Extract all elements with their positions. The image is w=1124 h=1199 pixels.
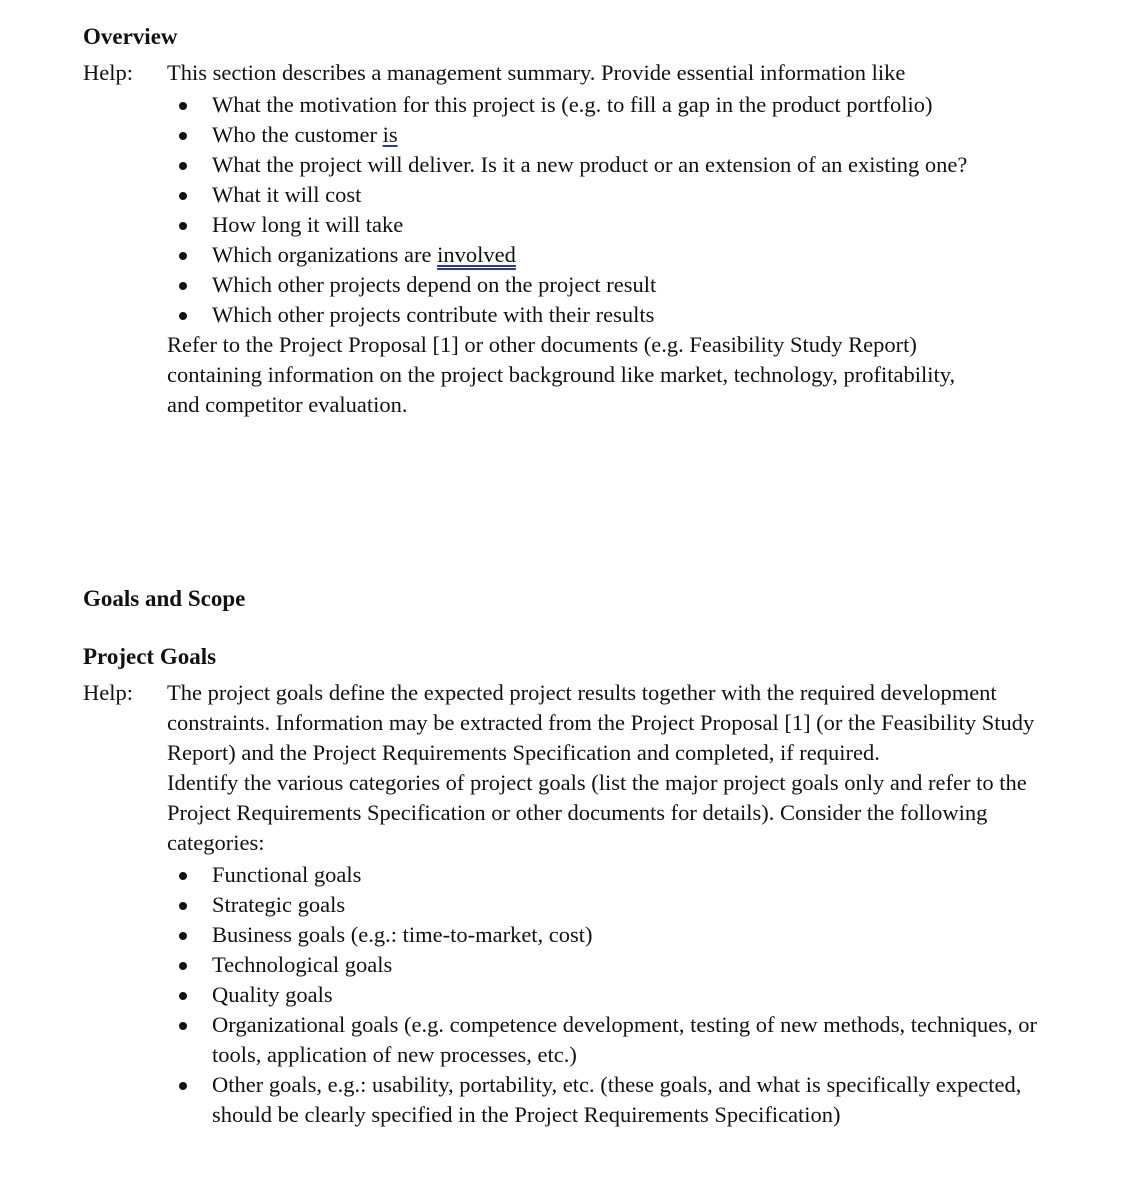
bullet-icon <box>179 1022 187 1030</box>
list-item <box>167 270 1027 300</box>
list-item-text: Business goals (e.g.: time-to-market, cost) <box>212 922 593 947</box>
list-item <box>167 890 1037 920</box>
bullet-icon <box>179 902 187 910</box>
list-item <box>167 1070 1037 1130</box>
list-item-text: How long it will take <box>212 212 404 237</box>
list-item-text: What the project will deliver. Is it a new product or an extension of an existing one? <box>212 152 968 177</box>
list-item <box>167 950 1037 980</box>
bullet-icon <box>179 962 187 970</box>
list-item-text: Functional goals <box>212 862 362 887</box>
overview-intro: This section describes a management summary. Provide essential information like <box>167 60 906 85</box>
list-item-text: Strategic goals <box>212 892 346 917</box>
project-goals-help-label: Help: <box>83 680 133 705</box>
bullet-icon <box>179 222 187 230</box>
list-item-text: Who the customer <box>212 122 383 147</box>
bullet-icon <box>179 872 187 880</box>
list-item-text: Which other projects depend on the project result <box>212 272 657 297</box>
bullet-icon <box>179 312 187 320</box>
list-item <box>167 180 1027 210</box>
bullet-icon <box>179 1082 187 1090</box>
project-goals-paragraph-2: Identify the various categories of project goals (list the major project goals only and refer to the Project Requirements Specification or other documents for details). Consider the following categories: <box>167 770 1027 855</box>
bullet-icon <box>179 932 187 940</box>
bullet-icon <box>179 192 187 200</box>
project-goals-help-block <box>167 678 1037 1130</box>
project-goals-bullet-list <box>167 860 1037 1130</box>
overview-bullet-list <box>167 90 1027 330</box>
list-item-text: Technological goals <box>212 952 393 977</box>
list-item-text: Which organizations are <box>212 242 438 267</box>
list-item-text: Quality goals <box>212 982 333 1007</box>
bullet-icon <box>179 282 187 290</box>
bullet-icon <box>179 252 187 260</box>
bullet-icon <box>179 102 187 110</box>
list-item-text: What the motivation for this project is (e.g. to fill a gap in the product portfolio) <box>212 92 933 117</box>
list-item-text: Other goals, e.g.: usability, portability, etc. (these goals, and what is specifically expected, should be clearly specified in the Project Requirements Specification) <box>212 1072 1022 1127</box>
project-goals-heading: Project Goals <box>83 644 217 669</box>
list-item-text: Organizational goals (e.g. competence development, testing of new methods, techniques, or tools, application of new processes, etc.) <box>212 1012 1037 1067</box>
overview-refer-paragraph: Refer to the Project Proposal [1] or other documents (e.g. Feasibility Study Report) containing information on the project background like market, technology, profitability, and competitor evaluation. <box>167 332 956 417</box>
grammar-flagged-word: is <box>382 122 398 147</box>
list-item <box>167 300 1027 330</box>
bullet-icon <box>179 132 187 140</box>
list-item <box>167 240 1027 270</box>
overview-help-block <box>167 58 1027 420</box>
overview-heading: Overview <box>83 24 178 49</box>
overview-help-label: Help: <box>83 60 133 85</box>
list-item <box>167 920 1037 950</box>
goals-scope-heading: Goals and Scope <box>83 586 246 611</box>
grammar-flagged-word: involved <box>437 242 516 267</box>
bullet-icon <box>179 162 187 170</box>
list-item <box>167 860 1037 890</box>
list-item-text: What it will cost <box>212 182 362 207</box>
list-item <box>167 980 1037 1010</box>
list-item <box>167 90 1027 120</box>
bullet-icon <box>179 992 187 1000</box>
list-item-text: Which other projects contribute with their results <box>212 302 655 327</box>
list-item <box>167 120 1027 150</box>
list-item <box>167 1010 1037 1070</box>
project-goals-paragraph-1: The project goals define the expected project results together with the required development constraints. Information may be extracted from the Project Proposal [1] (or the Feasibility Study Report) and the Project Requirements Specification and completed, if required. <box>167 680 1035 765</box>
list-item <box>167 150 1027 180</box>
list-item <box>167 210 1027 240</box>
